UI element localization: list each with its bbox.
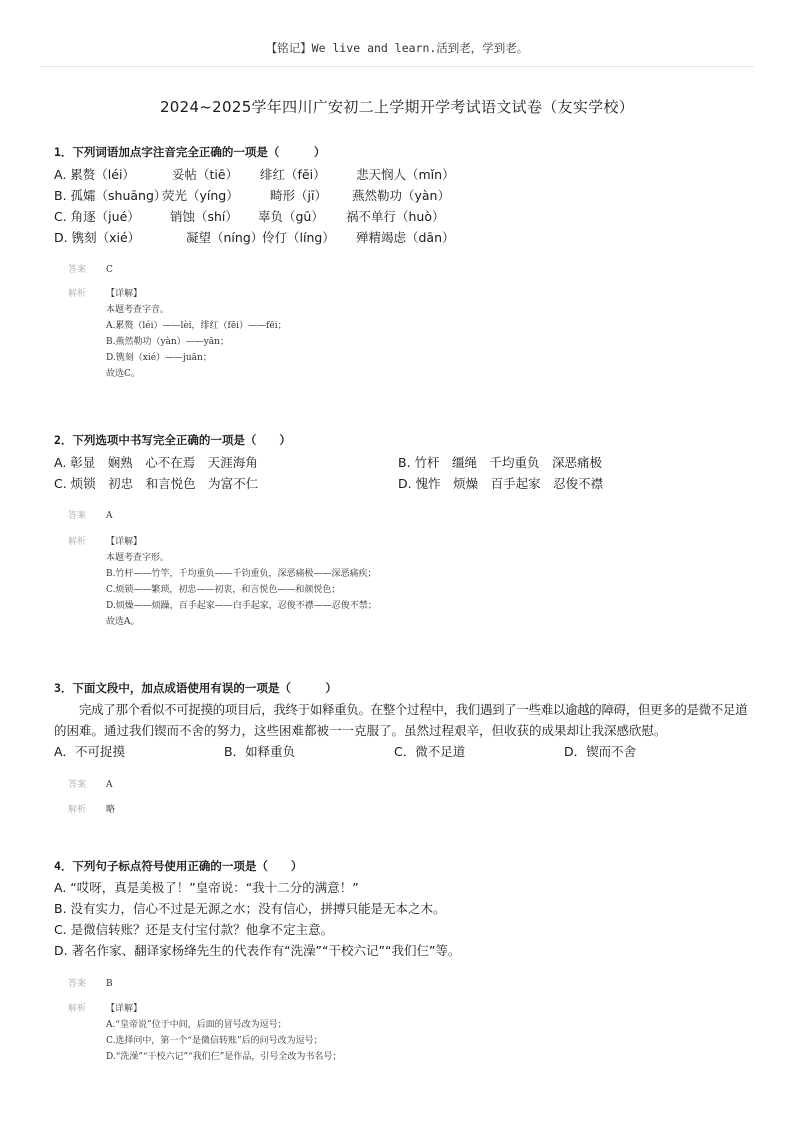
question-3-answer [68,777,748,793]
q1-b-4: 燕然勒功（yàn） [352,188,450,203]
q2-option-b: B. 竹杆 缰绳 千均重负 深恶痛极 [398,455,603,470]
passage-line-2: 的困难。通过我们锲而不舍的努力，这些困难都被一一克服了。虽然过程艰辛，但收获的成果却让我深感欣慰。 [54,723,667,738]
q1-c-1: C. 角逐（jué） [54,209,140,224]
q1-c-2: 销蚀（shí） [170,209,238,224]
q3-option-c: C．微不足道 [394,744,466,759]
question-3-passage [54,699,748,741]
analysis-line: D.烦燥——烦躁，百手起家——白手起家，忍俊不襟——忍俊不禁； [106,601,377,611]
passage-line-1: 完成了那个看似不可捉摸的项目后，我终于如释重负。在整个过程中，我们遇到了一些难以逾越的障碍，但更多的是微不足道 [79,702,748,717]
q1-a-2: 妥帖（tiē） [172,167,239,182]
motto: 【铭记】We live and learn.活到老，学到老。 [265,41,529,55]
analysis-label: 解析 [68,289,87,299]
q1-a-4: 悲天悯人（mǐn） [356,167,455,182]
q1-d-3: 伶仃（líng） [262,230,335,245]
analysis-line: D.“洗澡”“干校六记”“我们仨”是作品，引号全改为书名号； [106,1052,342,1062]
answer-label: 答案 [68,265,87,275]
question-2-analysis [68,534,748,630]
q4-option-a: A. “哎呀，真是美极了！”皇帝说：“我十二分的满意！” [54,880,359,895]
analysis-line: D.镌刻（xié）——juān； [106,353,212,363]
q1-option-row-c [54,206,754,227]
question-2 [54,430,754,494]
q4-option-b: B. 没有实力，信心不过是无源之水；没有信心，拼搏只能是无本之木。 [54,901,446,916]
q2-option-a: A. 彰显 娴熟 心不在焉 天涯海角 [54,455,258,470]
q1-option-row-d [54,227,754,248]
analysis-line: A.累赘（léi）——lèi，绯红（fēi）——fēi； [106,321,287,331]
q1-b-2: 荧光（yíng） [162,188,239,203]
q3-option-d: D．锲而不舍 [564,744,637,759]
answer-label: 答案 [68,511,87,521]
q1-b-1: B. 孤孀（shuāng） [54,188,167,203]
question-1-analysis [68,286,748,382]
question-4-stem: 4．下列句子标点符号使用正确的一项是（ ） [54,859,303,873]
question-2-stem: 2．下列选项中书写完全正确的一项是（ ） [54,433,291,447]
header-divider [40,66,754,67]
answer-value: A [106,780,113,790]
question-3 [54,678,754,762]
q1-c-3: 辜负（gū） [258,209,324,224]
q1-a-3: 绯红（fēi） [260,167,326,182]
q1-option-row-a [54,164,754,185]
q2-options-row-2 [54,473,754,494]
q1-a-1: A. 累赘（léi） [54,167,135,182]
q1-option-row-b [54,185,754,206]
analysis-line: 【详解】 [106,1004,143,1014]
q1-d-4: 殚精竭虑（dān） [356,230,455,245]
question-1-answer [68,262,748,278]
analysis-label: 解析 [68,537,87,547]
question-4-analysis [68,1001,748,1065]
q2-options-row-1 [54,452,754,473]
question-4 [54,856,754,961]
q1-b-3: 畸形（jī） [270,188,327,203]
analysis-label: 解析 [68,1004,87,1014]
q4-option-c: C. 是微信转账？还是支付宝付款？他拿不定主意。 [54,922,334,937]
question-4-answer [68,976,748,992]
analysis-line: 故选A。 [106,617,140,627]
analysis-line: 本题考查字音。 [106,305,170,315]
analysis-label: 解析 [68,805,87,815]
q3-option-a: A．不可捉摸 [54,744,126,759]
answer-value: B [106,979,113,989]
analysis-line: 【详解】 [106,537,143,547]
analysis-line: 略 [106,805,116,815]
answer-label: 答案 [68,979,87,989]
q3-options-row [54,741,754,762]
question-3-stem: 3．下面文段中，加点成语使用有误的一项是（ ） [54,681,337,695]
q2-option-c: C. 烦锁 初忠 和言悦色 为富不仁 [54,476,259,491]
analysis-line: 【详解】 [106,289,143,299]
answer-label: 答案 [68,780,87,790]
analysis-line: C.选择问中，第一个“是微信转账”后的问号改为逗号； [106,1036,323,1046]
q4-option-d: D. 著名作家、翻译家杨绛先生的代表作有“洗澡”“干校六记”“我们仨”等。 [54,943,461,958]
answer-value: A [106,511,113,521]
q1-d-2: 凝望（níng） [186,230,264,245]
exam-title: 2024~2025学年四川广安初二上学期开学考试语文试卷（友实学校） [159,98,635,116]
question-1-stem: 1．下列词语加点字注音完全正确的一项是（ ） [54,145,326,159]
analysis-line: 本题考查字形。 [106,553,170,563]
analysis-line: B.燕然勒功（yàn）——yān； [106,337,229,347]
question-3-analysis [68,802,748,818]
question-2-answer [68,508,748,524]
q2-option-d: D. 愧怍 烦燥 百手起家 忍俊不襟 [398,476,604,491]
q1-d-1: D. 镌刻（xié） [54,230,141,245]
q1-c-4: 祸不单行（huò） [346,209,445,224]
analysis-line: A.“皇帝说”位于中间，后面的冒号改为逗号； [106,1020,287,1030]
question-1-options [54,164,754,248]
answer-value: C [106,265,113,275]
analysis-line: B.竹杆——竹竿，千均重负——千钧重负，深恶痛极——深恶痛疾； [106,569,377,579]
analysis-line: 故选C。 [106,369,140,379]
question-1 [54,142,754,248]
q3-option-b: B．如释重负 [224,744,296,759]
analysis-line: C.烦锁——繁琐，初忠——初衷，和言悦色——和颜悦色； [106,585,341,595]
